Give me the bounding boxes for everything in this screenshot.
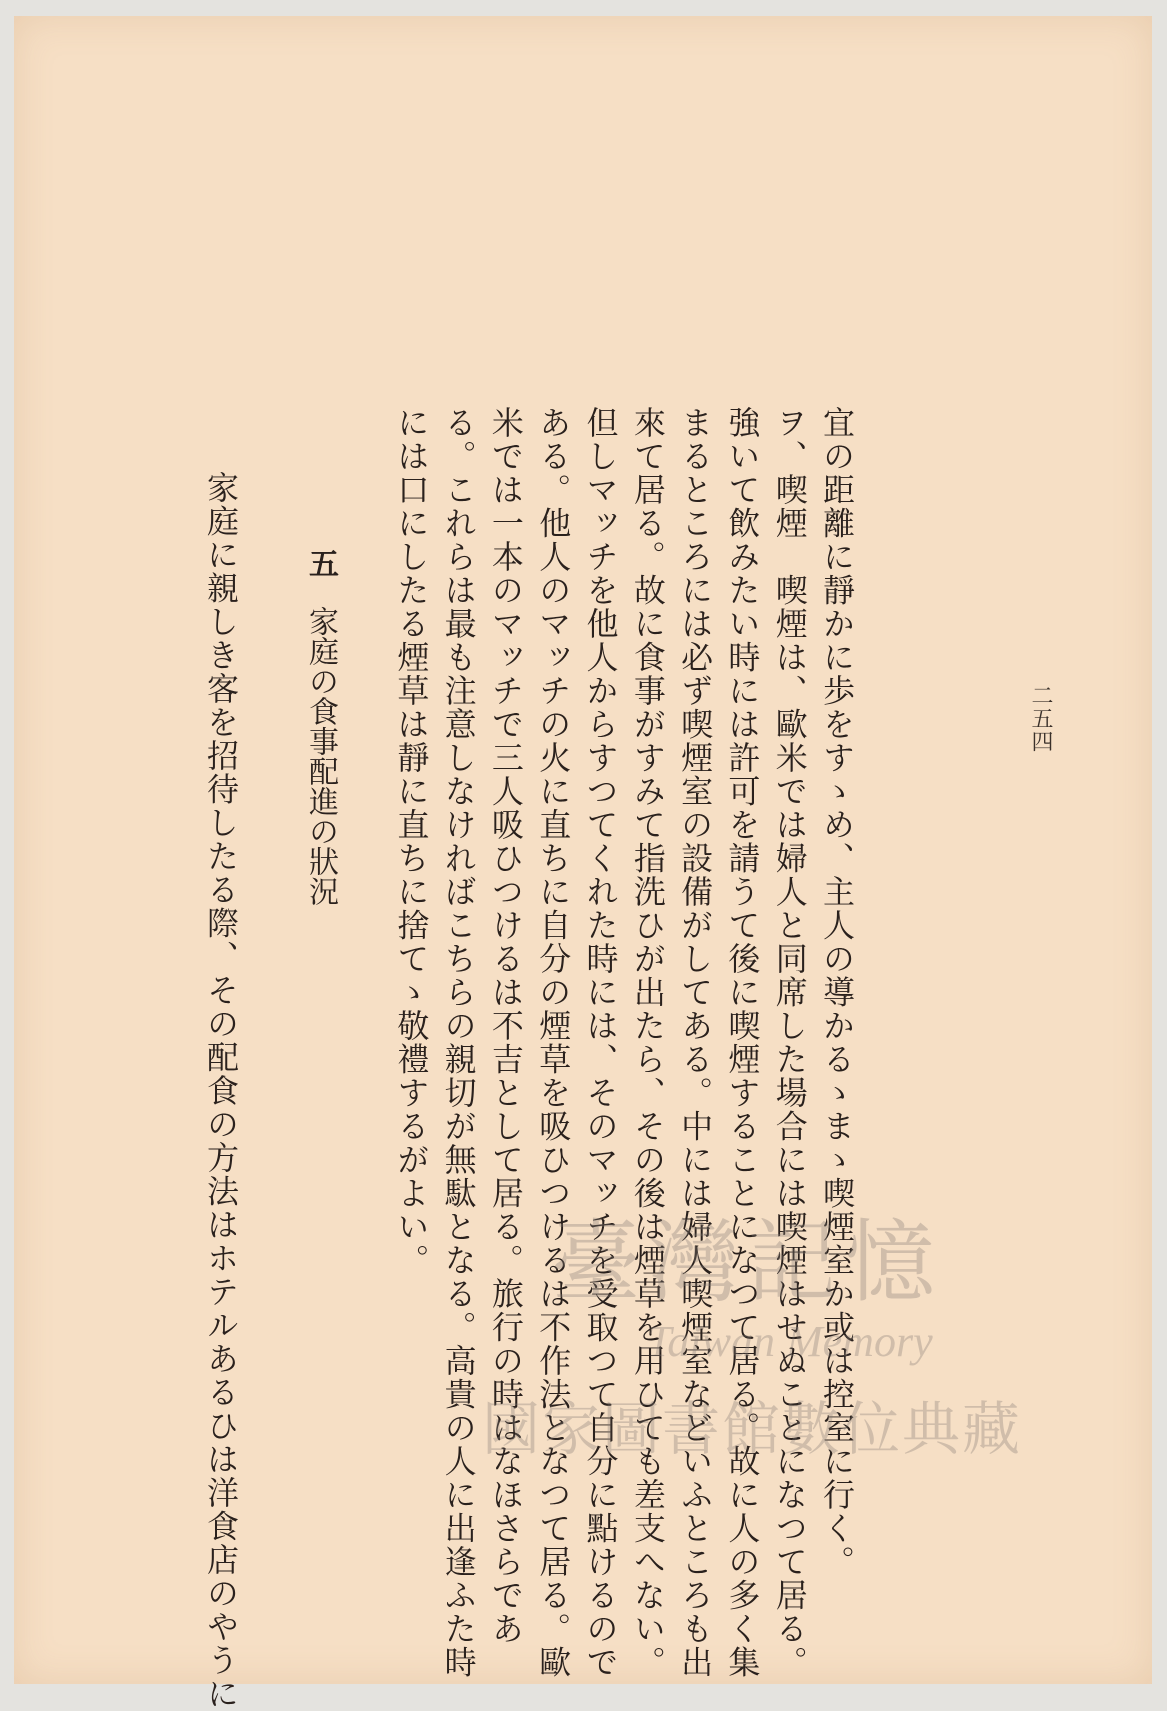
text-line: る。これらは最も注意しなければこちらの親切が無駄となる。高貴の人に出逢ふた時 <box>439 406 478 1679</box>
section-number: 五 <box>303 548 338 578</box>
watermark-chinese: 國家圖書館數位典藏 <box>482 1395 1023 1463</box>
text-line: まるところには必ず喫煙室の設備がしてある。中には婦人喫煙室などいふところも出 <box>676 406 715 1679</box>
text-line: には口にしたる煙草は靜に直ちに捨てゝ敬禮するがよい。 <box>392 406 431 1277</box>
text-line: 但しマッチを他人からすつてくれた時には、そのマッチを受取つて自分に點けるので <box>581 406 620 1679</box>
section-heading <box>298 548 342 906</box>
text-line: 米では一本のマッチで三人吸ひつけるは不吉として居る。旅行の時はなほさらであ <box>486 406 525 1646</box>
watermark-logo: 臺灣記憶 <box>551 1210 943 1315</box>
section-title: 家庭の食事配進の狀況 <box>303 606 338 906</box>
page-number: 二五四 <box>1028 684 1053 753</box>
book-page <box>14 16 1152 1711</box>
text-line: 家庭に親しき客を招待したる際、その配食の方法はホテルあるひは洋食店のやうに <box>202 471 240 1711</box>
text-line: 來て居る。故に食事がすみて指洗ひが出たら、その後は煙草を用ひても差支へない。 <box>628 406 667 1679</box>
text-line: 強いて飲みたい時には許可を請うて後に喫煙することになつて居る。故に人の多く集 <box>723 406 762 1679</box>
text-line: ヲ、喫煙 喫煙は、歐米では婦人と同席した場合には喫煙はせぬことになつて居る。 <box>770 406 809 1679</box>
watermark-english: Taiwan Memory <box>647 1317 933 1366</box>
watermark <box>482 1198 1023 1466</box>
text-line: 宜の距離に靜かに歩をすゝめ、主人の導かるゝまゝ喫煙室か或は控室に行く。 <box>818 406 856 1579</box>
text-line: ある。他人のマッチの火に直ちに自分の煙草を吸ひつけるは不作法となつて居る。歐 <box>534 406 573 1679</box>
